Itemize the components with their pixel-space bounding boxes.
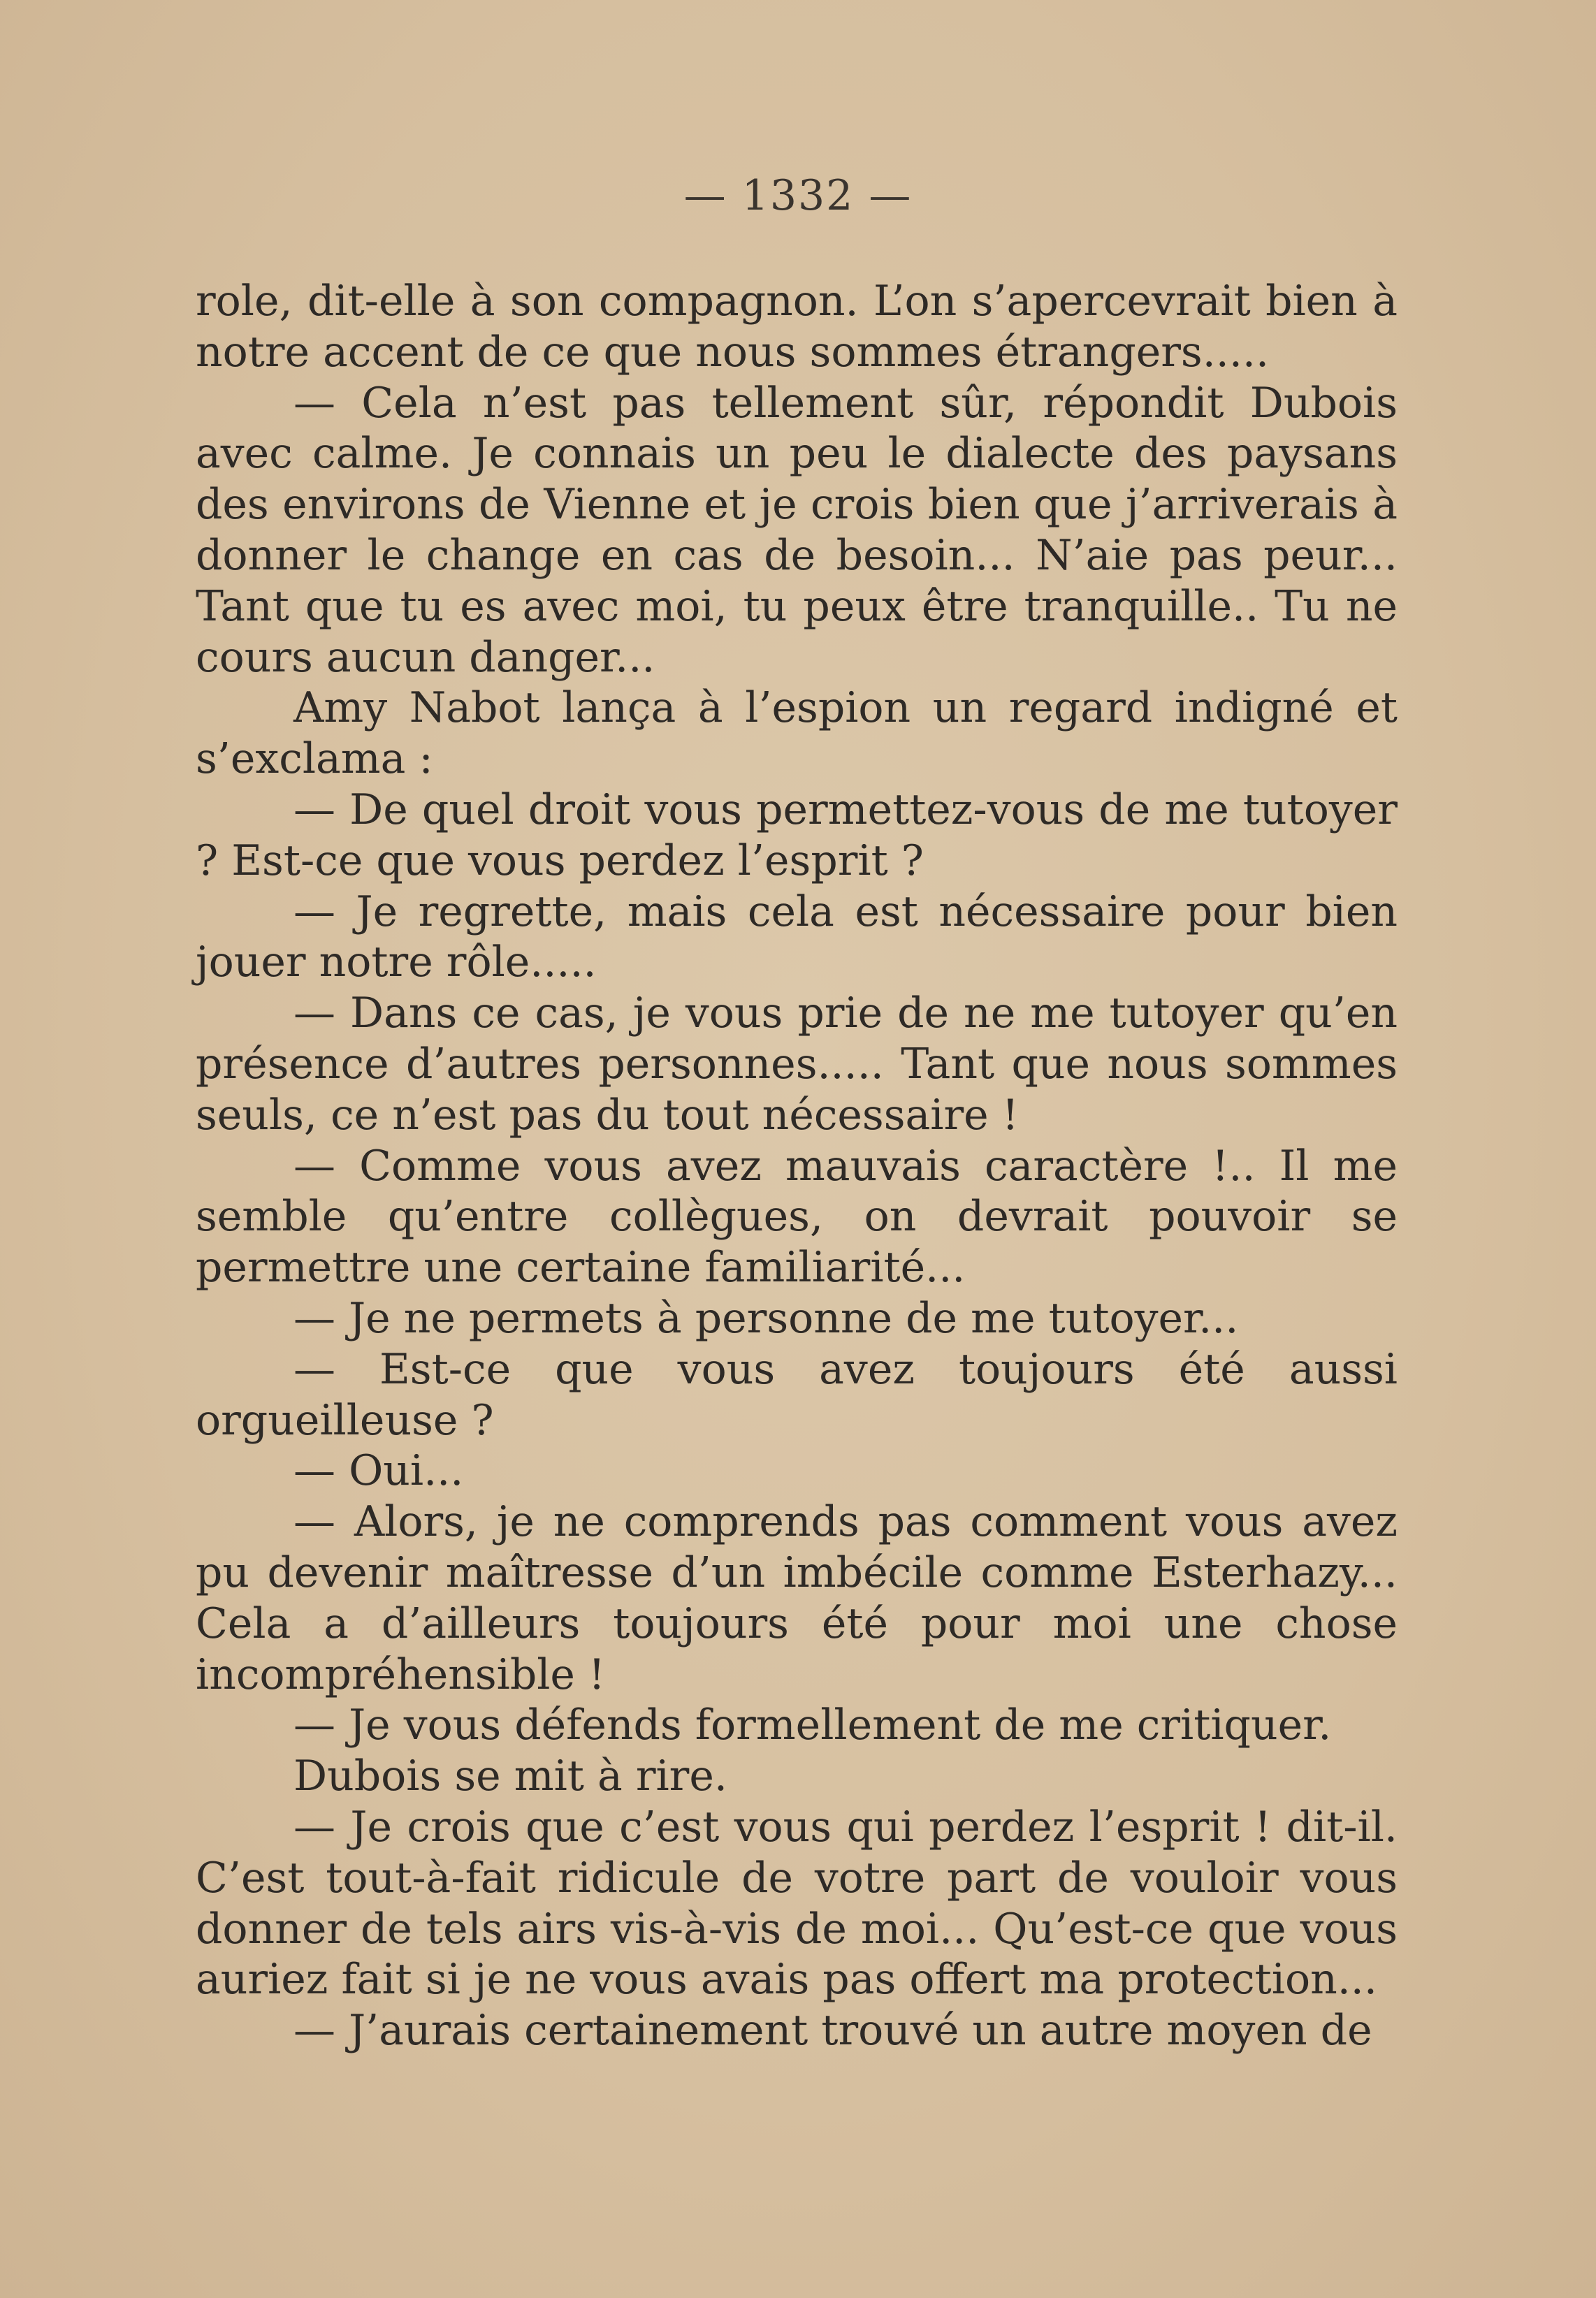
paragraph: — Est-ce que vous avez toujours été aussi orgueilleuse ? [196, 1344, 1398, 1445]
paragraph: Amy Nabot lança à l’espion un regard indigné et s’exclama : [196, 683, 1398, 784]
paragraph: — De quel droit vous permettez-vous de me tutoyer ? Est-ce que vous perdez l’esprit ? [196, 785, 1398, 885]
paragraph: — Alors, je ne comprends pas comment vous avez pu devenir maîtresse d’un imbécile comme Esterhazy... Cela a d’ailleurs toujours été pour moi une chose incompréhensible ! [196, 1497, 1398, 1699]
paragraph: — Comme vous avez mauvais caractère !.. Il me semble qu’entre collègues, on devrait pouvoir se permettre une certaine familiarité... [196, 1141, 1398, 1293]
paragraph: Dubois se mit à rire. [293, 1752, 727, 1801]
paragraph: — Je ne permets à personne de me tutoyer... [293, 1293, 1239, 1343]
paragraph: — Cela n’est pas tellement sûr, répondit Dubois avec calme. Je connais un peu le dialecte des paysans des environs de Vienne et je crois bien que j’arriverais à donner le change en cas de besoin... N’aie pas peur... Tant que tu es avec moi, tu peux être tranquille.. Tu ne cours aucun danger... [196, 378, 1398, 682]
paragraph: — Je regrette, mais cela est nécessaire pour bien jouer notre rôle..... [196, 887, 1398, 987]
paragraph: — Oui... [293, 1446, 464, 1496]
paragraph: — Je crois que c’est vous qui perdez l’esprit ! dit-il. C’est tout-à-fait ridicule de votre part de vouloir vous donner de tels airs vis-à-vis de moi... Qu’est-ce que vous auriez fait si je ne vous avais pas offert ma protection... [196, 1802, 1398, 2005]
paragraph: role, dit-elle à son compagnon. L’on s’apercevrait bien à notre accent de ce que nous sommes étrangers..... [196, 277, 1398, 377]
body-text [196, 276, 1398, 2056]
paragraph: — Dans ce cas, je vous prie de ne me tutoyer qu’en présence d’autres personnes..... Tant que nous sommes seuls, ce n’est pas du tout nécessaire ! [196, 989, 1398, 1140]
page-number: — 1332 — [683, 171, 913, 220]
paragraph: — Je vous défends formellement de me critiquer. [293, 1701, 1332, 1750]
paragraph: — J’aurais certainement trouvé un autre moyen de [293, 2006, 1372, 2056]
